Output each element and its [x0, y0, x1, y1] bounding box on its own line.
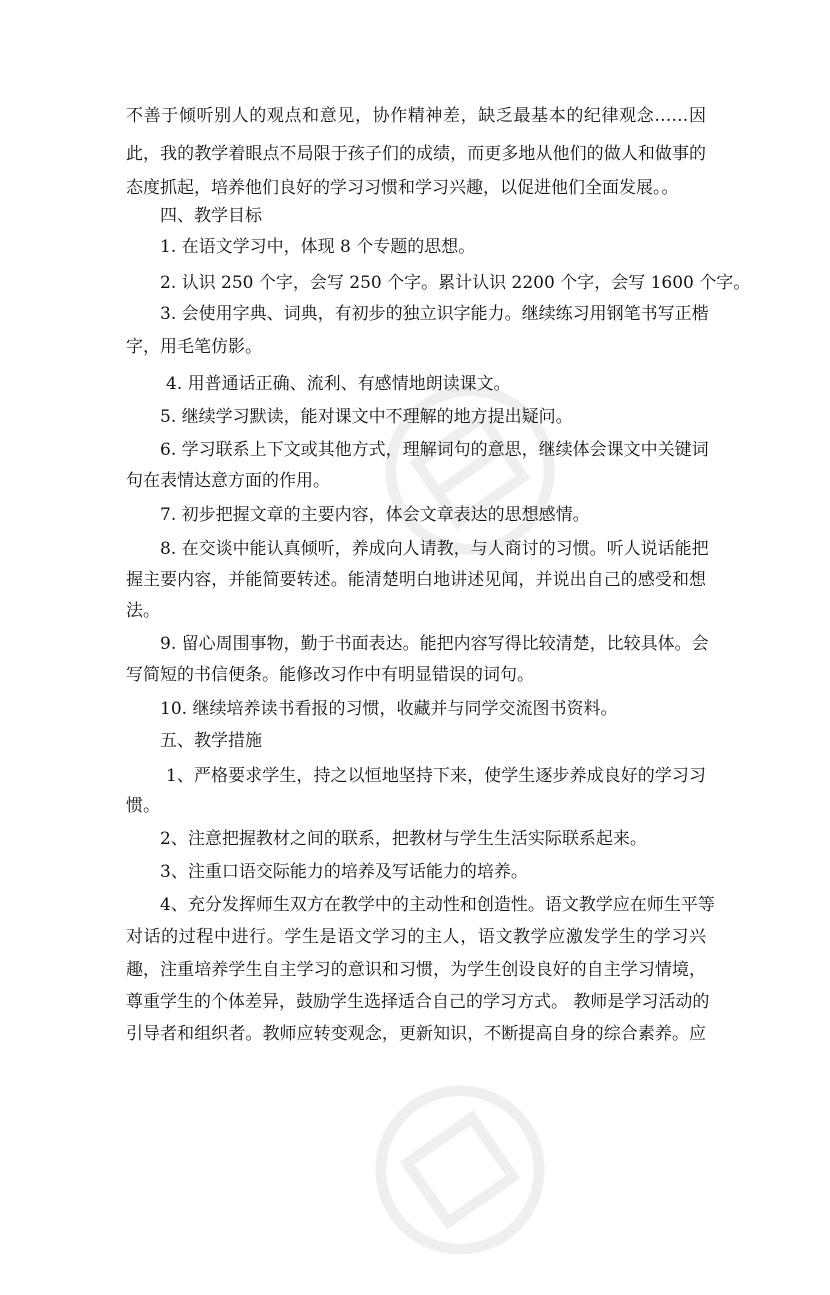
list-item: 5. 继续学习默读，能对课文中不理解的地方提出疑问。: [160, 407, 573, 427]
paragraph-line: 不善于倾听别人的观点和意见，协作精神差，缺乏最基本的纪律观念……因: [126, 106, 706, 126]
section-heading: 五、教学措施: [160, 731, 262, 751]
list-item-continuation: 写简短的书信便条。能修改习作中有明显错误的词句。: [126, 665, 534, 685]
list-item-continuation: 趣，注重培养学生自主学习的意识和习惯，为学生创设良好的自主学习情境，: [126, 960, 706, 980]
list-item-continuation: 句在表情达意方面的作用。: [126, 471, 330, 491]
list-item-continuation: 引导者和组织者。教师应转变观念，更新知识，不断提高自身的综合素养。应: [126, 1024, 706, 1044]
paragraph-line: 此，我的教学着眼点不局限于孩子们的成绩，而更多地从他们的做人和做事的: [126, 144, 706, 164]
list-item: 4. 用普通话正确、流利、有感情地朗读课文。: [166, 374, 511, 394]
list-item: 2、注意把握教材之间的联系，把教材与学生生活实际联系起来。: [160, 829, 647, 849]
list-item-continuation: 法。: [126, 601, 160, 621]
list-item: 4、充分发挥师生双方在教学中的主动性和创造性。语文教学应在师生平等: [160, 895, 715, 915]
section-heading: 四、教学目标: [160, 206, 262, 226]
list-item: 3. 会使用字典、词典，有初步的独立识字能力。继续练习用钢笔书写正楷: [160, 304, 709, 324]
list-item-continuation: 对话的过程中进行。学生是语文学习的主人，语文教学应激发学生的学习兴: [126, 927, 706, 947]
watermark-icon: [335, 1045, 586, 1295]
list-item-continuation: 尊重学生的个体差异，鼓励学生选择适合自己的学习方式。 教师是学习活动的: [126, 992, 710, 1012]
list-item-continuation: 惯。: [126, 796, 160, 816]
list-item: 9. 留心周围事物，勤于书面表达。能把内容写得比较清楚，比较具体。会: [160, 634, 709, 654]
list-item: 2. 认识 250 个字，会写 250 个字。累计认识 2200 个字，会写 1600 个字。: [160, 273, 751, 293]
list-item: 10. 继续培养读书看报的习惯，收藏并与同学交流图书资料。: [160, 699, 618, 719]
list-item: 6. 学习联系上下文或其他方式，理解词句的意思，继续体会课文中关键词: [160, 440, 709, 460]
list-item: 3、注重口语交际能力的培养及写话能力的培养。: [160, 862, 528, 882]
list-item-continuation: 字，用毛笔仿影。: [126, 337, 262, 357]
list-item: 1、严格要求学生，持之以恒地坚持下来，使学生逐步养成良好的学习习: [166, 766, 706, 786]
paragraph-line: 态度抓起，培养他们良好的学习习惯和学习兴趣，以促进他们全面发展。。: [126, 178, 679, 198]
list-item: 7. 初步把握文章的主要内容，体会文章表达的思想感情。: [160, 505, 590, 525]
list-item-continuation: 握主要内容，并能简要转述。能清楚明白地讲述见闻，并说出自己的感受和想: [126, 570, 706, 590]
list-item: 8. 在交谈中能认真倾听，养成向人请教，与人商讨的习惯。听人说话能把: [160, 539, 709, 559]
list-item: 1. 在语文学习中，体现 8 个专题的思想。: [160, 237, 476, 257]
